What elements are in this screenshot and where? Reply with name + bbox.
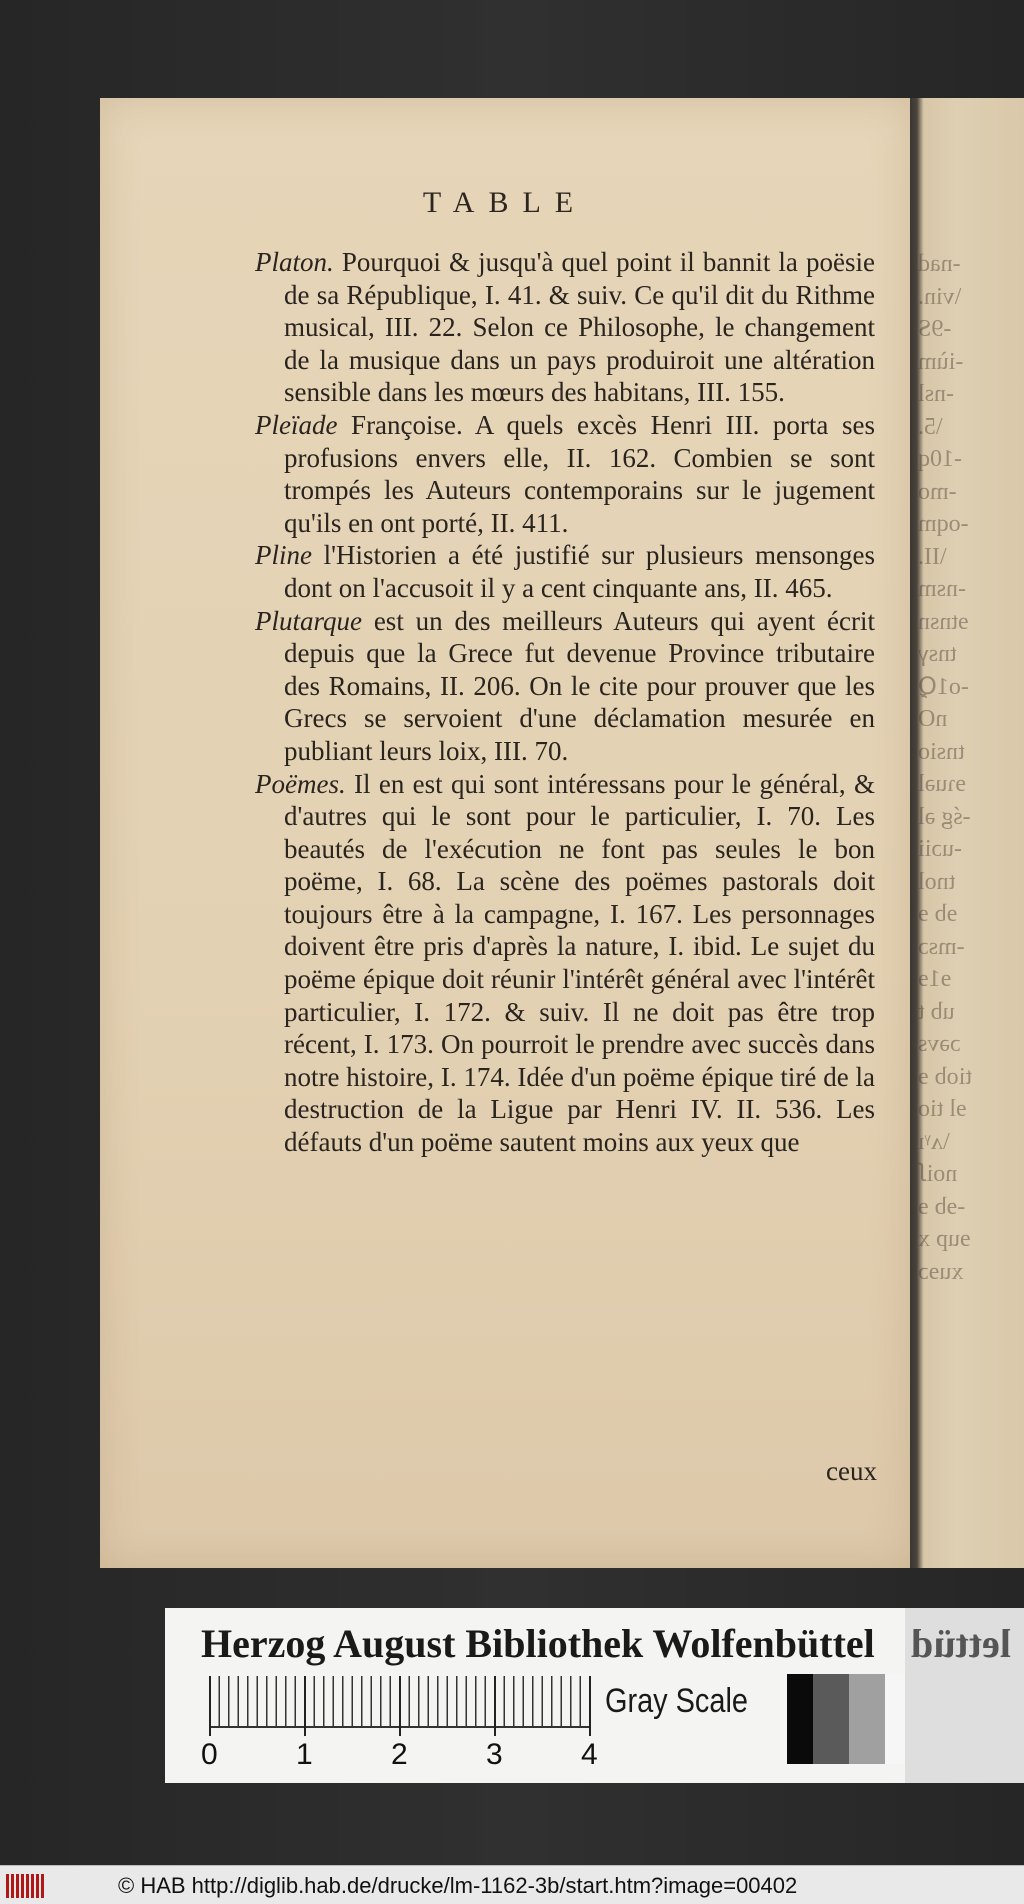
entry-headword: Pline bbox=[255, 540, 312, 571]
index-entry bbox=[255, 246, 875, 409]
bleed-fragment: ub t bbox=[918, 998, 955, 1025]
ruler-major-tick bbox=[399, 1676, 401, 1736]
bleed-fragment: tnsγ bbox=[918, 641, 957, 667]
gray-swatch bbox=[885, 1674, 905, 1764]
bleed-fragment: ɘup x bbox=[918, 1226, 971, 1252]
bleed-fragment: -nsm bbox=[918, 576, 966, 602]
bleed-fragment: ɘb ɘ bbox=[918, 901, 958, 927]
library-color-card bbox=[165, 1608, 905, 1783]
viewer-footer bbox=[0, 1865, 1024, 1904]
bleed-fragment: -10q bbox=[918, 446, 962, 472]
bleed-fragment: -oqm bbox=[918, 511, 969, 537]
entry-headword: Platon. bbox=[255, 247, 334, 277]
index-entry bbox=[255, 605, 875, 768]
gray-swatch bbox=[849, 1674, 885, 1764]
bleed-fragment: -iùm bbox=[918, 348, 964, 375]
facing-page-edge bbox=[910, 98, 1024, 1568]
hab-logo-icon[interactable] bbox=[6, 1874, 46, 1898]
bleed-fragment: ɘɿuəl bbox=[918, 771, 966, 797]
entry-headword: Plutarque bbox=[255, 605, 362, 636]
bleed-fragment: -9S bbox=[918, 316, 952, 342]
bleed-fragment: -uɔii bbox=[918, 836, 962, 862]
ruler-number: 2 bbox=[391, 1738, 408, 1771]
bleed-fragment: xuɘɔ bbox=[918, 1258, 964, 1285]
entry-text: Françoise. A quels excès Henri III. porta ses profusions envers elle, II. 162. Combien se sont trompés les Auteurs contemporains sur le jugement qu'ils en ont porté, II. 411. bbox=[284, 409, 875, 538]
entry-text: Il en est qui sont intéressans pour le général, & d'autres qui le sont pour le particulier, I. 70. Les beautés de l'exécution ne font pas seules le bon poëme, I. 68. La scène des poëmes pastorals doit toujours être à la campagne, I. 167. Les personnages doivent être pris d'après la nature, I. ibid. Le sujet du poëme épique doit réunir l'intérêt général avec l'intérêt particulier, I. 172. & suiv. Il ne doit pas être trop récent, I. 173. On pourroit le prendre avec succès dans notre histoire, I. 174. Idée d'un poëme épique tiré de la destruction de la Ligue par Henri IV. II. 536. Les défauts d'un poëme sautent moins aux yeux que bbox=[284, 768, 875, 1158]
bleed-fragment: -śg əl bbox=[918, 803, 971, 830]
index-entry bbox=[255, 539, 875, 604]
library-name: Herzog August Bibliothek Wolfenbüttel bbox=[201, 1621, 875, 1666]
entry-text: est un des meilleurs Auteurs qui ayent écrit depuis que la Grece fut devenue Province tributaire des Romains, II. 206. On le cite pour prouver que les Grecs se servoient d'une déclamation mesurée en publiant leurs loix, III. 70. bbox=[284, 605, 875, 766]
bleed-fragment: -ɘb ɘ bbox=[918, 1193, 966, 1220]
bleed-fragment: ɘl tio bbox=[918, 1096, 967, 1122]
gray-scale-label: Gray Scale bbox=[605, 1682, 748, 1720]
page-heading: TABLE bbox=[422, 186, 588, 219]
bleed-fragment: noiꭍ bbox=[918, 1161, 958, 1187]
bleed-fragment: -nsl bbox=[918, 381, 954, 407]
ruler-number: 1 bbox=[296, 1738, 313, 1771]
mirrored-library-name: lettüd bbox=[911, 1621, 1011, 1666]
ruler-major-tick bbox=[589, 1676, 591, 1736]
bleed-fragment: ɔəvs bbox=[918, 1031, 961, 1057]
entry-text: Pourquoi & jusqu'à quel point il bannit la poësie de sa République, I. 41. & suiv. Ce qu'il dit du Rithme musical, III. 22. Selon ce Philosophe, le changement de la musique dans un pays produiroit une altération sensible dans les mœurs des habitans, III. 155. bbox=[284, 247, 875, 408]
bleed-fragment: -mo bbox=[918, 478, 957, 505]
bleed-fragment: tnsio bbox=[918, 738, 965, 765]
entry-text: l'Historien a été justifié sur plusieurs mensonges dont on l'accusoit il y a cent cinquante ans, II. 465. bbox=[284, 540, 875, 603]
entry-headword: Pleïade bbox=[255, 409, 338, 440]
ruler-number: 4 bbox=[581, 1738, 598, 1771]
ruler-number: 3 bbox=[486, 1738, 503, 1771]
gray-swatch bbox=[787, 1674, 813, 1764]
bleed-fragment: ɘ1ɘ bbox=[918, 966, 952, 992]
index-entry bbox=[255, 768, 875, 1159]
catchword: ceux bbox=[826, 1456, 877, 1486]
bleed-fragment: -o1Ꝗ bbox=[918, 673, 969, 700]
mirrored-color-card bbox=[905, 1608, 1024, 1783]
bleed-fragment: -msɔ bbox=[918, 933, 965, 960]
bleed-fragment: -nad bbox=[918, 251, 961, 277]
index-entries bbox=[255, 246, 875, 1159]
ruler-major-tick bbox=[304, 1676, 306, 1736]
bleed-fragment: tnol bbox=[918, 868, 956, 895]
bleed-fragment: \vin. bbox=[918, 283, 962, 310]
bleed-fragment: \II. bbox=[918, 543, 947, 570]
ruler-major-tick bbox=[494, 1676, 496, 1736]
ruler-major-tick bbox=[209, 1676, 211, 1736]
bleed-fragment: tiob ɘ bbox=[918, 1063, 972, 1090]
bleed-fragment: nO bbox=[918, 706, 948, 732]
gray-swatch bbox=[813, 1674, 849, 1764]
book-page bbox=[100, 98, 910, 1568]
bleed-fragment: \5. bbox=[918, 413, 943, 440]
ruler-number: 0 bbox=[201, 1738, 218, 1771]
bleed-fragment: \ᴧᵞı bbox=[918, 1128, 950, 1155]
copyright-url[interactable]: © HAB http://diglib.hab.de/drucke/lm-1162-3b/start.htm?image=00402 bbox=[118, 1873, 798, 1898]
bleed-through-text bbox=[910, 248, 1024, 1288]
entry-headword: Poëmes. bbox=[255, 768, 346, 799]
index-entry bbox=[255, 409, 875, 539]
bleed-fragment: ɘtnsn bbox=[918, 608, 969, 635]
